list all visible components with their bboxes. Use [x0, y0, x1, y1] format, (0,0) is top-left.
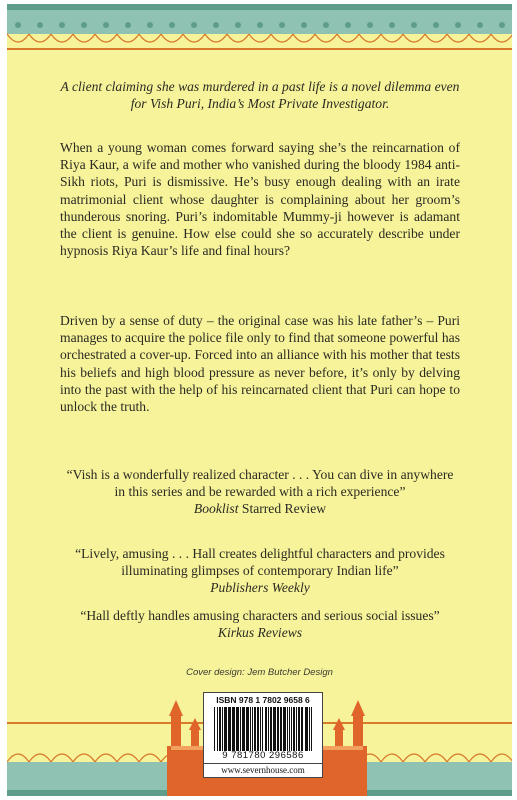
review-quote-2: [60, 545, 460, 597]
quote-source: Kirkus Reviews: [217, 625, 303, 641]
review-quote-3: [60, 607, 460, 641]
barcode-panel: [203, 692, 323, 778]
quote-text: “Hall deftly handles amusing characters and serious social issues”: [80, 608, 440, 623]
description-paragraph-1: When a young woman comes forward saying she’s the reincarnation of Riya Kaur, a wife and mother who vanished during the bloody 1984 anti-Sikh riots, Puri is dismissive. He’s busy enough dealing with an irate matrimonial client whose daughter is complaining about her groom’s thunderous snoring. Puri’s indomitable Mummy-ji however is adamant the client is genuine. How else could she so accurately describe under hypnosis Riya Kaur’s life and final hours?: [60, 140, 460, 259]
isbn-label: ISBN 978 1 7802 9658 6: [216, 695, 310, 705]
quote-text: “Vish is a wonderfully realized character . . . You can dive in anywhere in this series and be rewarded with a rich experience”: [66, 467, 454, 500]
description-paragraph-2: Driven by a sense of duty – the original case was his late father’s – Puri manages to acquire the police file only to find that someone powerful has orchestrated a cover-up. Forced into an alliance with his mother that tests his beliefs and high blood pressure as never before, it’s only by delving into the past with the help of his reincarnated client that Puri can hope to unlock the truth.: [60, 313, 460, 415]
cover-design-credit: Cover design: Jem Butcher Design: [186, 667, 333, 678]
quote-source: Publishers Weekly: [210, 580, 310, 596]
barcode-digits: 9 781780 296586: [222, 750, 304, 761]
quote-source: Booklist Starred Review: [193, 501, 327, 517]
review-quote-1: [60, 466, 460, 518]
publisher-website: www.severnhouse.com: [204, 763, 322, 777]
tagline: A client claiming she was murdered in a past life is a novel dilemma even for Vish Puri, India’s Most Private Investigator.: [60, 79, 460, 112]
quote-text: “Lively, amusing . . . Hall creates delightful characters and provides illuminating glimpses of contemporary Indian life”: [75, 546, 445, 579]
top-ornamental-border: [7, 4, 512, 56]
barcode-icon: [214, 707, 312, 751]
book-back-cover: [7, 4, 512, 796]
